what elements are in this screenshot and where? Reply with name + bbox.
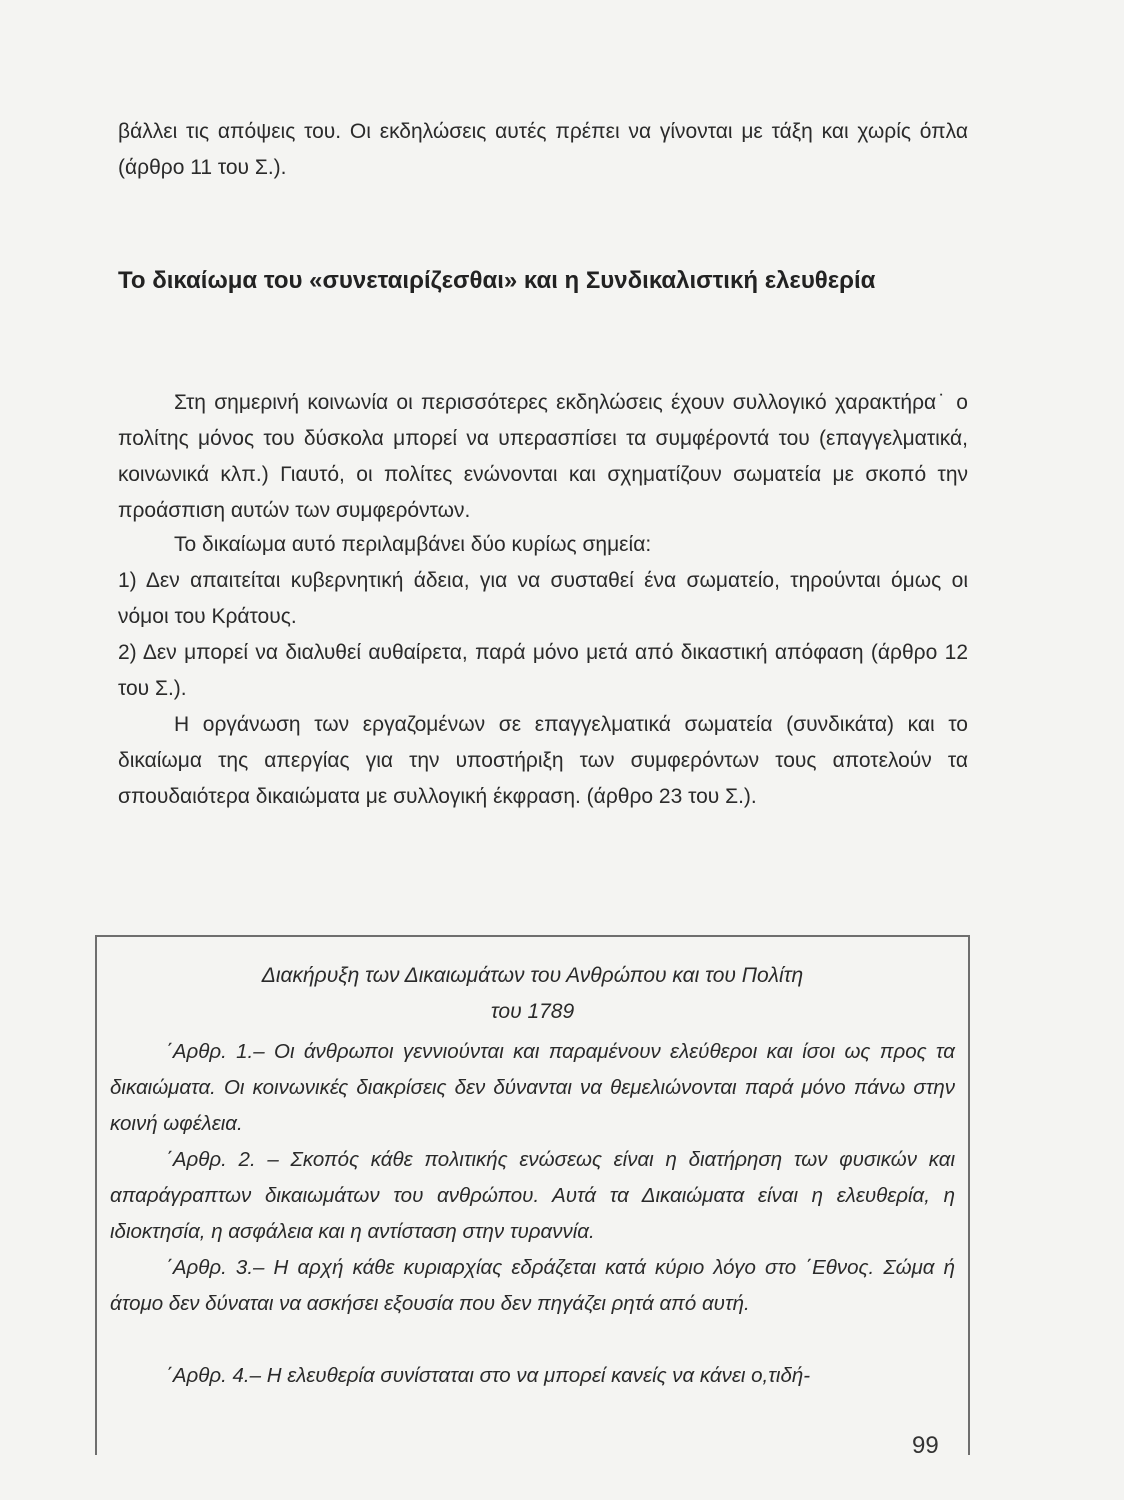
top-paragraph: βάλλει τις απόψεις του. Οι εκδηλώσεις αυτές πρέπει να γίνονται με τάξη και χωρίς όπλα (άρθρο 11 του Σ.).: [118, 120, 968, 179]
list-item-1: 1) Δεν απαιτείται κυβερνητική άδεια, για να συσταθεί ένα σωματείο, τηρούνται όμως οι νόμοι του Κράτους.: [118, 569, 968, 628]
list-item-2: 2) Δεν μπορεί να διαλυθεί αυθαίρετα, παρά μόνο μετά από δικαστική απόφαση (άρθρο 12 του Σ.).: [118, 641, 968, 700]
page-number: 99: [912, 1432, 939, 1459]
body-paragraph-2: Το δικαίωμα αυτό περιλαμβάνει δύο κυρίως σημεία:: [174, 533, 652, 556]
article-4: ΄Αρθρ. 4.– Η ελευθερία συνίσταται στο να μπορεί κανείς να κάνει ο,τιδή-: [166, 1364, 811, 1387]
declaration-title: [95, 958, 970, 1030]
article-3: ΄Αρθρ. 3.– Η αρχή κάθε κυριαρχίας εδράζεται κατά κύριο λόγο στο ΄Εθνος. Σώμα ή άτομο δεν δύναται να ασκήσει εξουσία που δεν πηγάζει ρητά από αυτή.: [110, 1256, 955, 1315]
section-heading: Το δικαίωμα του «συνεταιρίζεσθαι» και η Συνδικαλιστική ελευθερία: [118, 267, 876, 294]
body-paragraph-3: Η οργάνωση των εργαζομένων σε επαγγελματικά σωματεία (συνδικάτα) και το δικαίωμα της απεργίας για την υποστήριξη των συμφερόντων τους αποτελούν τα σπουδαιότερα δικαιώματα με συλλογική έκφραση. (άρθρο 23 του Σ.).: [118, 713, 968, 808]
article-2: ΄Αρθρ. 2. – Σκοπός κάθε πολιτικής ενώσεως είναι η διατήρηση των φυσικών και απαράγραπτων δικαιωμάτων του ανθρώπου. Αυτά τα Δικαιώματα είναι η ελευθερία, η ιδιοκτησία, η ασφάλεια και η αντίσταση στην τυραννία.: [110, 1148, 955, 1243]
article-1: ΄Αρθρ. 1.– Οι άνθρωποι γεννιούνται και παραμένουν ελεύθεροι και ίσοι ως προς τα δικαιώματα. Οι κοινωνικές διακρίσεις δεν δύνανται να θεμελιώνονται παρά μόνο πάνω στην κοινή ωφέλεια.: [110, 1040, 955, 1135]
declaration-title-line-2: του 1789: [490, 1000, 575, 1023]
declaration-title-line-1: Διακήρυξη των Δικαιωμάτων του Ανθρώπου και του Πολίτη: [261, 964, 804, 987]
body-paragraph-1: Στη σημερινή κοινωνία οι περισσότερες εκδηλώσεις έχουν συλλογικό χαρακτήρα˙ ο πολίτης μόνος του δύσκολα μπορεί να υπερασπίσει τα συμφέροντά του (επαγγελματικά, κοινωνικά κλπ.) Γιαυτό, οι πολίτες ενώνονται και σχηματίζουν σωματεία με σκοπό την προάσπιση αυτών των συμφερόντων.: [118, 391, 968, 522]
